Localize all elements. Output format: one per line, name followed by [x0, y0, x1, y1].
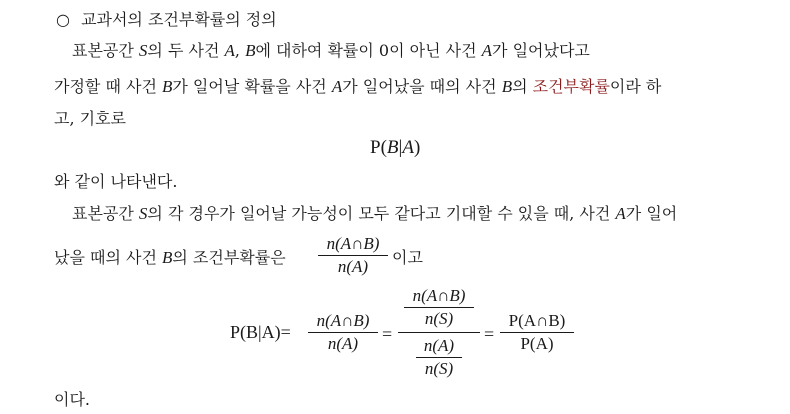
fraction-denominator: n(A)	[337, 257, 369, 276]
math-var-a: A	[331, 77, 343, 96]
text: 에 대하여 확률이 0이 아닌 사건	[255, 41, 482, 60]
fraction-numerator: n(A∩B)	[326, 234, 380, 253]
paragraph2-line3-end	[392, 248, 423, 268]
paragraph2-line3	[54, 248, 286, 268]
fraction-denominator: P(A)	[520, 334, 554, 353]
text: ,	[234, 41, 246, 60]
paragraph1-line3	[54, 109, 126, 129]
circle-bullet-icon: ○	[56, 10, 70, 29]
math-var-b: B	[501, 77, 513, 96]
text: 났을 때의 사건	[54, 248, 162, 267]
inner-fraction-bar	[404, 307, 474, 308]
text: =	[382, 324, 393, 344]
text: )	[413, 137, 421, 158]
math-var-a: A	[402, 137, 414, 158]
text: =	[484, 324, 495, 344]
section-heading	[56, 10, 277, 30]
main-fraction-bar	[398, 332, 480, 333]
text: 가 일어	[625, 204, 678, 223]
highlighted-term: 조건부확률	[532, 77, 610, 96]
formula-fraction3	[500, 311, 574, 354]
text: 와 같이 나타낸다.	[54, 172, 178, 191]
text: 의 각 경우가 일어날 가능성이 모두 같다고 기대할 수 있을 때, 사건	[147, 204, 616, 223]
math-var-b: B	[162, 77, 173, 96]
text: 고, 기호로	[54, 109, 126, 128]
math-var-b: B	[162, 248, 173, 267]
inner-numerator: n(A)	[423, 336, 455, 355]
formula-fraction1	[308, 311, 378, 354]
inline-fraction	[318, 234, 388, 277]
formula-compound-fraction	[398, 286, 480, 379]
text: 이라 하	[609, 77, 662, 96]
heading-title: 교과서의 조건부확률의 정의	[81, 10, 277, 29]
fraction-bar	[500, 332, 574, 333]
text: P(	[370, 137, 387, 158]
math-var-a: A	[224, 41, 235, 60]
text: 이고	[392, 248, 423, 267]
paragraph1-line1	[72, 41, 590, 61]
fraction-bar	[318, 255, 388, 256]
fraction-bar	[308, 332, 378, 333]
closing-text	[54, 390, 90, 410]
text: 표본공간	[72, 41, 139, 60]
text: 의	[512, 77, 533, 96]
notation-formula	[370, 138, 420, 158]
fraction-numerator: n(A∩B)	[316, 311, 370, 330]
paragraph2-line1	[54, 172, 177, 192]
text: 가 일어났다고	[492, 41, 590, 60]
math-var-b: B	[386, 137, 399, 158]
text: 의 두 사건	[147, 41, 225, 60]
text: 가 일어났을 때의 사건	[342, 77, 502, 96]
text: 이다.	[54, 390, 90, 409]
inner-numerator: n(A∩B)	[412, 286, 466, 305]
text: 의 조건부확률은	[172, 248, 286, 267]
math-var-s: S	[138, 41, 148, 60]
equals-sign	[484, 324, 494, 344]
paragraph1-line2	[54, 77, 661, 97]
inner-denominator: n(S)	[424, 359, 454, 378]
paragraph2-line2	[72, 204, 677, 224]
math-var-a: A	[481, 41, 493, 60]
text: 표본공간	[72, 204, 139, 223]
inner-fraction-bar	[416, 357, 462, 358]
equals-sign	[382, 324, 392, 344]
text: 가정할 때 사건	[54, 77, 162, 96]
math-var-b: B	[245, 41, 256, 60]
math-var-s: S	[138, 204, 148, 223]
formula-lhs	[230, 322, 291, 342]
inner-denominator: n(S)	[424, 309, 454, 328]
text: 가 일어날 확률을 사건	[172, 77, 332, 96]
text: |	[398, 137, 403, 158]
fraction-denominator: n(A)	[327, 334, 359, 353]
math-var-a: A	[615, 204, 626, 223]
text: P(B|A)=	[230, 322, 291, 342]
fraction-numerator: P(A∩B)	[508, 311, 566, 330]
